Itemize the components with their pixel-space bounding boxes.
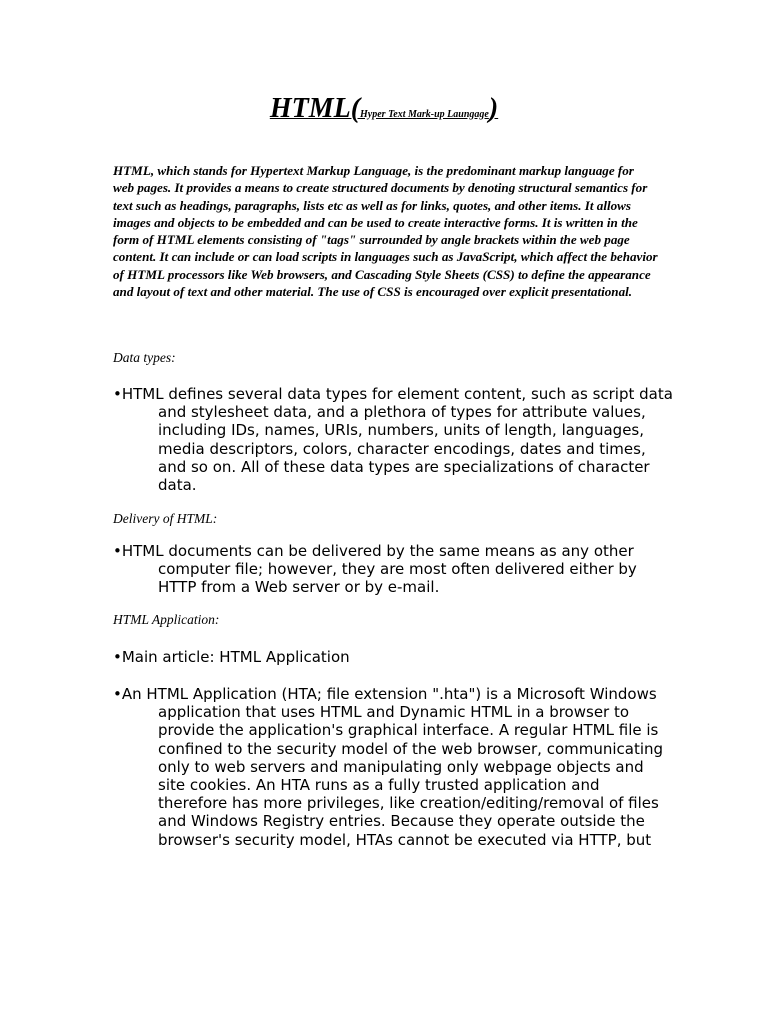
bullet-icon: • <box>113 385 122 403</box>
bullet-icon: • <box>113 542 122 560</box>
intro-paragraph: HTML, which stands for Hypertext Markup Language, is the predominant markup language for web pages. It provides a means to create structured documents by denoting structural semantics for text such as headings, paragraphs, lists etc as well as for links, quotes, and other items. It allows images and objects to be embedded and can be used to create interactive forms. It is written in the form of HTML elements consisting of "tags" surrounded by angle brackets within the web page content. It can include or can load scripts in languages such as JavaScript, which affect the behavior of HTML processors like Web browsers, and Cascading Style Sheets (CSS) to define the appearance and layout of text and other material. The use of CSS is encouraged over explicit presentational. <box>113 163 658 300</box>
bullet-text: An HTML Application (HTA; file extension ".hta") is a Microsoft Windows application that uses HTML and Dynamic HTML in a browser to provide the application's graphical interface. A regular HTML file is confined to the security model of the web browser, communicating only to web servers and manipulating only webpage objects and site cookies. An HTA runs as a fully trusted application and therefore has more privileges, like creation/editing/removal of files and Windows Registry entries. Because they operate outside the browser's security model, HTAs cannot be executed via HTTP, but <box>121 685 664 849</box>
bullet-hta-description <box>113 685 673 849</box>
title-main: HTML( <box>269 93 361 124</box>
bullet-text: HTML documents can be delivered by the same means as any other computer file; however, they are most often delivered either by HTTP from a Web server or by e-mail. <box>121 542 637 597</box>
bullet-text: HTML defines several data types for element content, such as script data and stylesheet data, and a plethora of types for attribute values, including IDs, names, URIs, numbers, units of length, languages, media descriptors, colors, character encodings, dates and times, and so on. All of these data types are specializations of character data. <box>121 385 673 495</box>
bullet-data-types <box>113 385 673 494</box>
bullet-text: Main article: HTML Application <box>121 648 350 666</box>
heading-delivery: Delivery of HTML: <box>113 511 218 526</box>
title-subtitle: Hyper Text Mark-up Laungage <box>360 109 489 120</box>
bullet-main-article <box>113 648 673 666</box>
document-title <box>0 93 768 125</box>
bullet-delivery <box>113 542 673 597</box>
title-close: ) <box>488 93 499 124</box>
heading-data-types: Data types: <box>113 350 176 365</box>
bullet-icon: • <box>113 685 122 703</box>
heading-html-application: HTML Application: <box>113 612 220 627</box>
bullet-icon: • <box>113 648 122 666</box>
